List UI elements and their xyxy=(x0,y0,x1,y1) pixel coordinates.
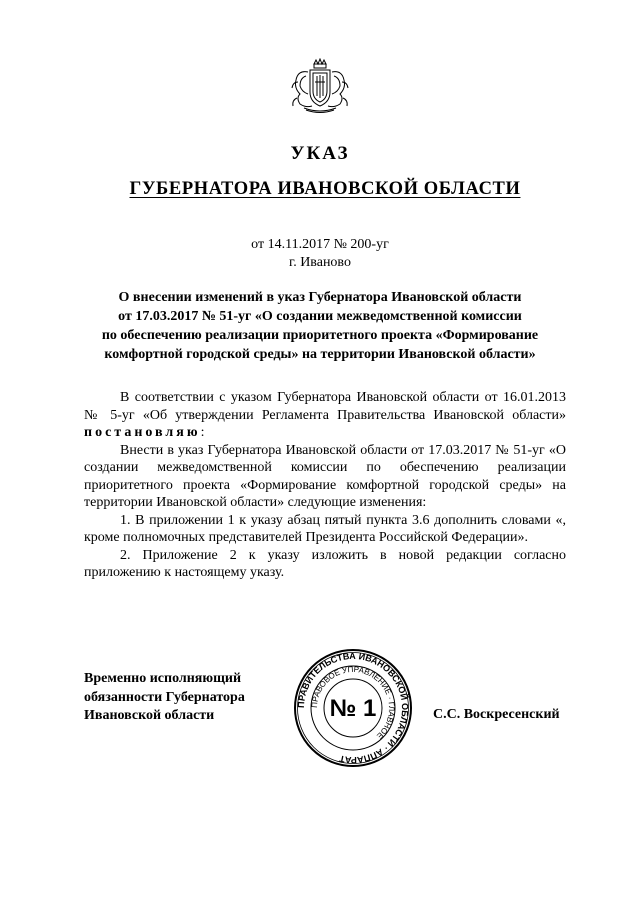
paragraph-item-1: 1. В приложении 1 к указу абзац пятый пункта 3.6 дополнить словами «, кроме полномочных представителей Президента Российской Федерации». xyxy=(84,512,566,545)
preamble-end: : xyxy=(200,425,205,440)
signer-position xyxy=(84,670,274,726)
document-title: УКАЗ xyxy=(290,143,350,164)
seal-number: № 1 xyxy=(329,695,377,722)
paragraph-item-2: 2. Приложение 2 к указу изложить в новой редакции согласно приложению к настоящему указу. xyxy=(84,547,566,580)
signer-line: Ивановской области xyxy=(84,708,215,723)
seal-inner-text: ПРАВОВОЕ УПРАВЛЕНИЕ · ГЛАВНОЕ xyxy=(309,664,397,741)
signer-line: обязанности Губернатора xyxy=(84,689,245,705)
document-subtitle: ГУБЕРНАТОРА ИВАНОВСКОЙ ОБЛАСТИ xyxy=(129,179,521,199)
heading-line: от 17.03.2017 № 51-уг «О создании межведомственной комиссии xyxy=(118,309,522,324)
signer-line: Временно исполняющий xyxy=(84,671,242,686)
decree-body xyxy=(84,389,566,582)
heading-line: О внесении изменений в указ Губернатора Ивановской области xyxy=(118,290,522,305)
date-number-line: от 14.11.2017 № 200-уг xyxy=(251,237,389,252)
heading-line: по обеспечению реализации приоритетного проекта «Формирование xyxy=(101,328,539,343)
official-seal xyxy=(293,648,413,768)
coat-of-arms-icon xyxy=(290,58,350,114)
paragraph-main: Внести в указ Губернатора Ивановской области от 17.03.2017 № 51-уг «О создании межведомственной комиссии по обеспечению реализации приоритетного проекта «Формирование комфортной городской среды» на территории Ивановской области» следующие изменения: xyxy=(84,442,566,510)
seal-outer-text: ПРАВИТЕЛЬСТВА ИВАНОВСКОЙ ОБЛАСТИ · АППАРАТ xyxy=(295,650,411,766)
paragraph-preamble xyxy=(84,389,566,442)
decree-heading xyxy=(84,288,556,364)
signer-name: С.С. Воскресенский xyxy=(433,707,560,722)
preamble-text: В соответствии с указом Губернатора Ивановской области от 16.01.2013 № 5-уг «Об утверждении Регламента Правительства Ивановской области» xyxy=(84,390,566,423)
keyword-postanovlyayu: постановляю xyxy=(84,425,201,440)
heading-line: комфортной городской среды» на территории Ивановской области» xyxy=(104,347,536,362)
city-line: г. Иваново xyxy=(289,255,351,270)
